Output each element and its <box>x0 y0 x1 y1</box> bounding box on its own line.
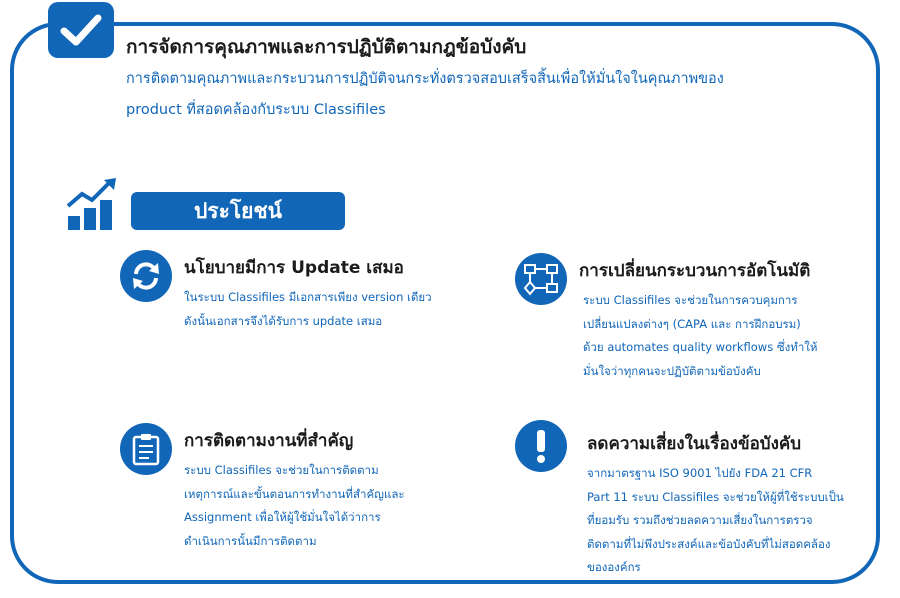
feature-line: เปลี่ยนแปลงต่างๆ (CAPA และ การฝึกอบรม) <box>583 316 801 331</box>
page-description <box>126 64 806 126</box>
page-title: การจัดการคุณภาพและการปฏิบัติตามกฎข้อบังคับ <box>126 36 527 58</box>
growth-chart-icon <box>66 176 122 232</box>
feature-line: ระบบ Classifiles จะช่วยในการติดตาม <box>184 463 379 477</box>
feature-line: ด้วย automates quality workflows ซึ่งทำให้ <box>583 340 818 354</box>
feature-title: ลดความเสี่ยงในเรื่องข้อบังคับ <box>587 434 802 454</box>
feature-text <box>583 289 818 383</box>
feature-text <box>587 462 844 580</box>
clipboard-icon <box>120 423 172 475</box>
feature-title: การติดตามงานที่สำคัญ <box>184 431 354 451</box>
feature-line: เหตุการณ์และขั้นตอนการทำงานที่สำคัญและ <box>184 486 405 501</box>
description-line: การติดตามคุณภาพและกระบวนการปฏิบัติจนกระทั่งตรวจสอบเสร็จสิ้นเพื่อให้มั่นใจในคุณภาพของ <box>126 71 724 87</box>
feature-line: ดังนั้นเอกสารจึงได้รับการ update เสมอ <box>184 313 383 328</box>
feature-line: จากมาตรฐาน ISO 9001 ไปยัง FDA 21 CFR <box>587 466 813 480</box>
feature-text <box>184 459 405 553</box>
feature-line: Part 11 ระบบ Classifiles จะช่วยให้ผู้ที่ใช้ระบบเป็น <box>587 489 844 504</box>
exclamation-icon <box>515 420 567 472</box>
feature-text <box>184 286 432 333</box>
feature-line: Assignment เพื่อให้ผู้ใช้มั่นใจได้ว่าการ <box>184 510 381 524</box>
feature-line: ติดตามที่ไม่พึงประสงค์และข้อบังคับที่ไม่สอดคล้อง <box>587 536 831 551</box>
description-line: product ที่สอดคล้องกับระบบ Classifiles <box>126 102 386 118</box>
feature-line: ระบบ Classifiles จะช่วยในการควบคุมการ <box>583 293 798 307</box>
feature-title: นโยบายมีการ Update เสมอ <box>184 258 404 278</box>
benefits-label: ประโยชน์ <box>131 192 345 230</box>
feature-title: การเปลี่ยนกระบวนการอัตโนมัติ <box>579 261 811 281</box>
refresh-icon <box>120 250 172 302</box>
workflow-icon <box>515 253 567 305</box>
feature-line: ที่ยอมรับ รวมถึงช่วยลดความเสี่ยงในการตรวจ <box>587 513 813 527</box>
feature-line: มั่นใจว่าทุกคนจะปฏิบัติตามข้อบังคับ <box>583 363 761 378</box>
feature-line: ขององค์กร <box>587 560 641 574</box>
checkmark-icon <box>48 2 114 58</box>
feature-line: ดำเนินการนั้นมีการติดตาม <box>184 533 317 548</box>
feature-line: ในระบบ Classifiles มีเอกสารเพียง version เดียว <box>184 290 432 304</box>
